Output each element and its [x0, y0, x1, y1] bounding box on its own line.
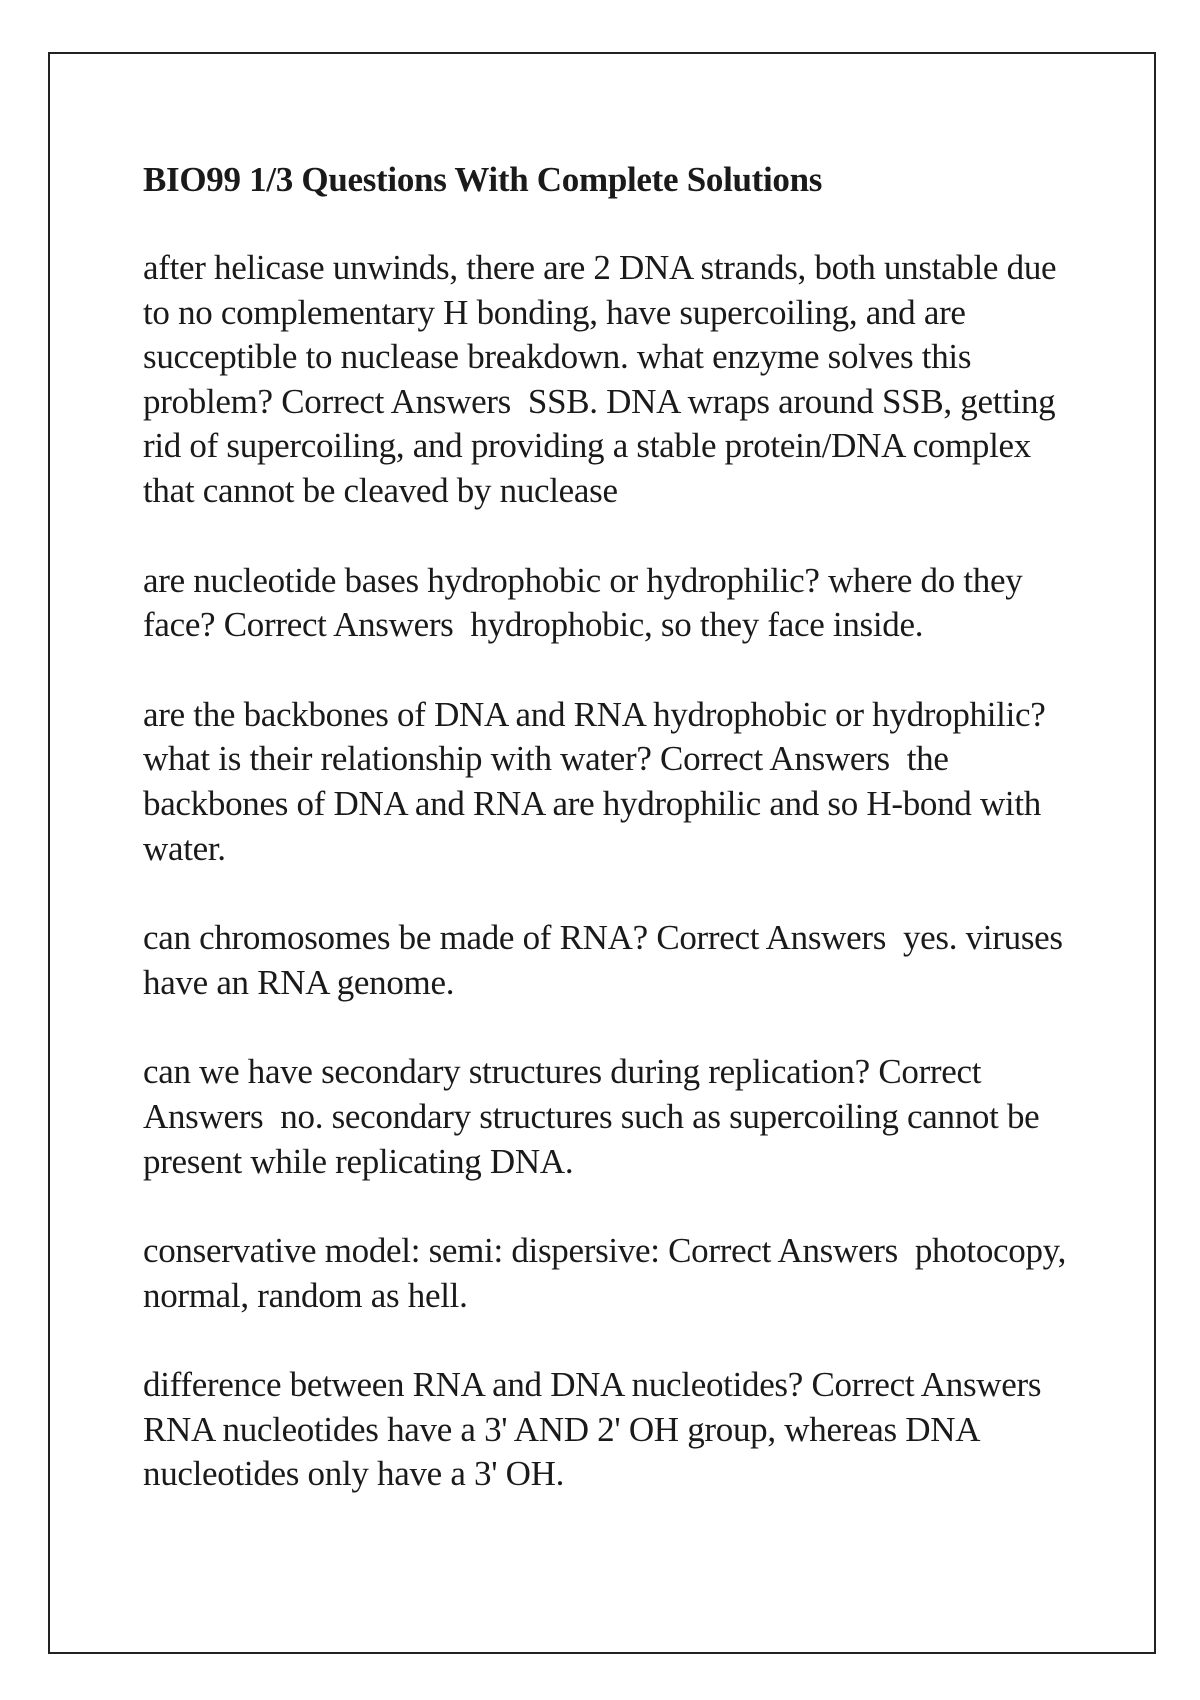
qa-answer: yes. viruses have an RNA genome. [143, 918, 1072, 1002]
qa-item [143, 693, 1083, 871]
qa-question: can chromosomes be made of RNA? [143, 918, 648, 958]
qa-question: can we have secondary structures during replication? [143, 1052, 870, 1092]
qa-answer: SSB. DNA wraps around SSB, getting rid of supercoiling, and providing a stable protein/DNA complex that cannot be cleaved by nuclease [143, 381, 1064, 510]
qa-answer: hydrophobic, so they face inside. [470, 605, 924, 645]
qa-answer-label: Correct Answers [668, 1231, 898, 1271]
qa-answer-label: Correct Answers [143, 1052, 988, 1136]
qa-item [143, 559, 1083, 648]
qa-answer: no. secondary structures such as supercoiling cannot be present while replicating DNA. [143, 1096, 1048, 1181]
qa-item [143, 1229, 1083, 1318]
document-body [143, 150, 1083, 1542]
qa-item [143, 916, 1083, 1005]
qa-answer: photocopy, normal, random as hell. [143, 1231, 1075, 1315]
qa-answer: RNA nucleotides have a 3' AND 2' OH group, whereas DNA nucleotides only have a 3' OH. [143, 1409, 987, 1494]
qa-answer-label: Correct Answers [811, 1365, 1042, 1405]
qa-question: are nucleotide bases hydrophobic or hydrophilic? where do they face? [143, 560, 1031, 645]
qa-question: conservative model: semi: dispersive: [143, 1231, 660, 1271]
qa-answer-label: Correct Answers [656, 918, 887, 958]
document-title: BIO99 1/3 Questions With Complete Solutions [143, 160, 823, 199]
qa-question: are the backbones of DNA and RNA hydrophobic or hydrophilic? what is their relationship with water? [143, 694, 1054, 779]
qa-question: after helicase unwinds, there are 2 DNA strands, both unstable due to no complementary H bonding, have supercoiling, and are succeptible to nuclease breakdown. what enzyme solves this problem? [143, 248, 1065, 421]
qa-item [143, 1363, 1083, 1497]
qa-question: difference between RNA and DNA nucleotides? [143, 1365, 803, 1405]
qa-item [143, 246, 1083, 514]
qa-item [143, 1050, 1083, 1184]
qa-answer-label: Correct Answers [281, 381, 511, 421]
qa-answer: the backbones of DNA and RNA are hydrophilic and so H-bond with water. [143, 739, 1050, 868]
qa-answer-label: Correct Answers [660, 739, 890, 779]
qa-answer-label: Correct Answers [223, 605, 454, 645]
